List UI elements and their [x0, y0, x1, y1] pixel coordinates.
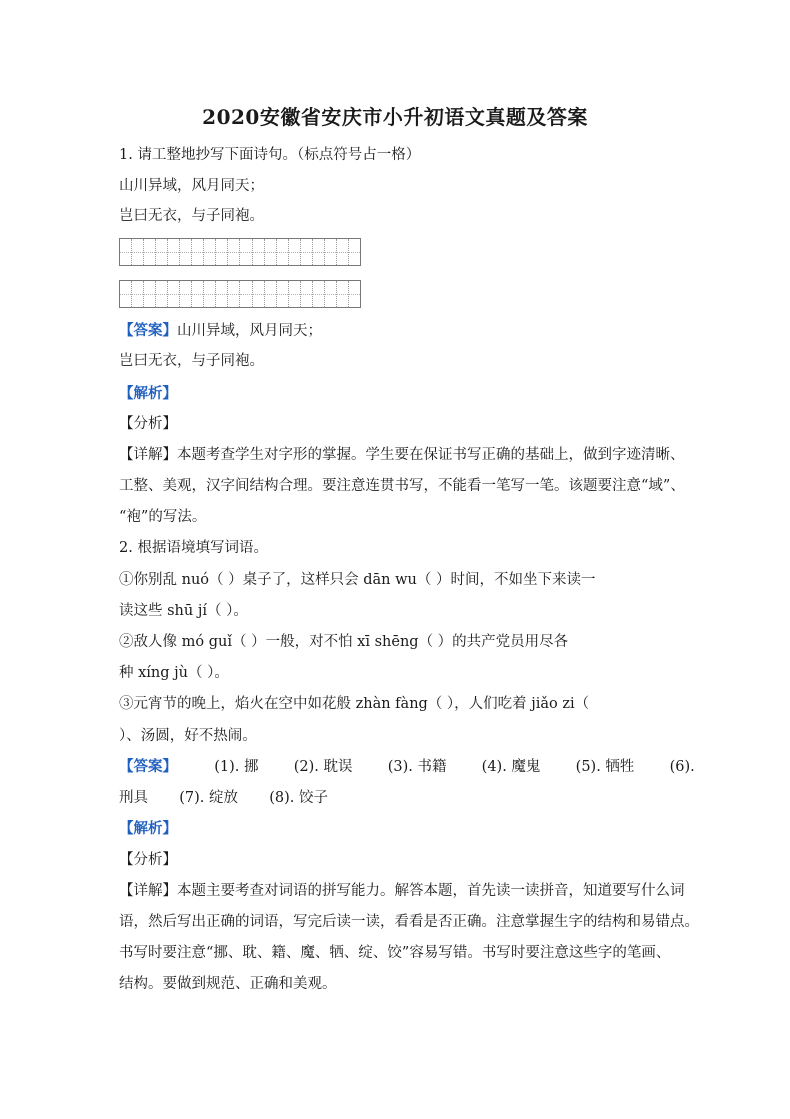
q1-detail-2: 工整、美观，汉字间结构合理。要注意连贯书写，不能看一笔写一笔。该题要注意“域”、: [119, 478, 685, 494]
answer-3: (3). 书籍: [387, 759, 447, 775]
q1-prompt: 1. 请工整地抄写下面诗句。（标点符号占一格）: [119, 147, 421, 163]
q2-answer: [119, 757, 695, 777]
q2-item2-line1: ②敌人像 mó guǐ（ ）一般，对不怕 xī shēng（ ）的共产党员用尽各: [119, 634, 569, 650]
writing-grid-row2: [119, 280, 361, 308]
q2-item2-line2: 种 xíng jù（ ）。: [119, 665, 229, 681]
detail-tag: 【详解】: [119, 447, 177, 463]
q1-answer-line2: 岂曰无衣，与子同袍。: [119, 353, 264, 369]
q2-prompt: 2. 根据语境填写词语。: [119, 540, 268, 556]
q2-detail-1: 【详解】本题主要考查对词语的拼写能力。解答本题，首先读一读拼音，知道要写什么词: [119, 883, 685, 899]
q2-detail-2: 语，然后写出正确的词语，写完后读一读，看看是否正确。注意掌握生字的结构和易错点。: [119, 914, 699, 930]
q1-detail-1: 【详解】本题考查学生对字形的掌握。学生要在保证书写正确的基础上，做到字迹清晰、: [119, 447, 685, 463]
q2-item1-line2: 读这些 shū jí（ ）。: [119, 603, 248, 619]
q2-detail-4: 结构。要做到规范、正确和美观。: [119, 976, 337, 992]
answer-6-value: 刑具: [119, 790, 148, 806]
q2-item3-line2: ）、汤圆，好不热闹。: [119, 728, 257, 744]
q2-fenxi-tag: 【分析】: [119, 852, 177, 868]
q1-answer-line1: 山川异域，风月同天；: [177, 323, 322, 339]
page-title: 2020安徽省安庆市小升初语文真题及答案: [202, 105, 588, 129]
writing-grid-row1: [119, 238, 361, 266]
q1-analysis-tag: 【解析】: [119, 385, 177, 402]
answer-2: (2). 耽误: [293, 759, 353, 775]
answer-tag: 【答案】: [119, 322, 177, 339]
answer-5: (5). 牺牲: [575, 759, 635, 775]
q2-item1-line1: ①你别乱 nuó（ ）桌子了，这样只会 dān wu（ ）时间，不如坐下来读一: [119, 572, 596, 588]
answer-4: (4). 魔鬼: [481, 759, 541, 775]
q2-answer-line2: [119, 788, 679, 808]
q1-poem-line1: 山川异域，风月同天；: [119, 178, 264, 194]
q2-detail-3: 书写时要注意“挪、耽、籍、魔、牺、绽、饺”容易写错。书写时要注意这些字的笔画、: [119, 945, 671, 961]
q1-detail-3: “袍”的写法。: [119, 509, 207, 525]
q2-analysis-tag: 【解析】: [119, 820, 177, 837]
q1-fenxi-tag: 【分析】: [119, 416, 177, 432]
answer-7: (7). 绽放: [179, 790, 238, 806]
answer-6: (6).: [669, 759, 695, 775]
q2-item3-line1: ③元宵节的晚上，焰火在空中如花般 zhàn fàng（ ），人们吃着 jiǎo zi（: [119, 696, 590, 712]
detail-tag: 【详解】: [119, 883, 177, 899]
answer-1: (1). 挪: [214, 759, 259, 775]
answer-tag: 【答案】: [119, 758, 177, 775]
q1-poem-line2: 岂曰无衣，与子同袍。: [119, 208, 264, 224]
answer-8: (8). 饺子: [269, 790, 328, 806]
q1-answer: [119, 321, 679, 341]
